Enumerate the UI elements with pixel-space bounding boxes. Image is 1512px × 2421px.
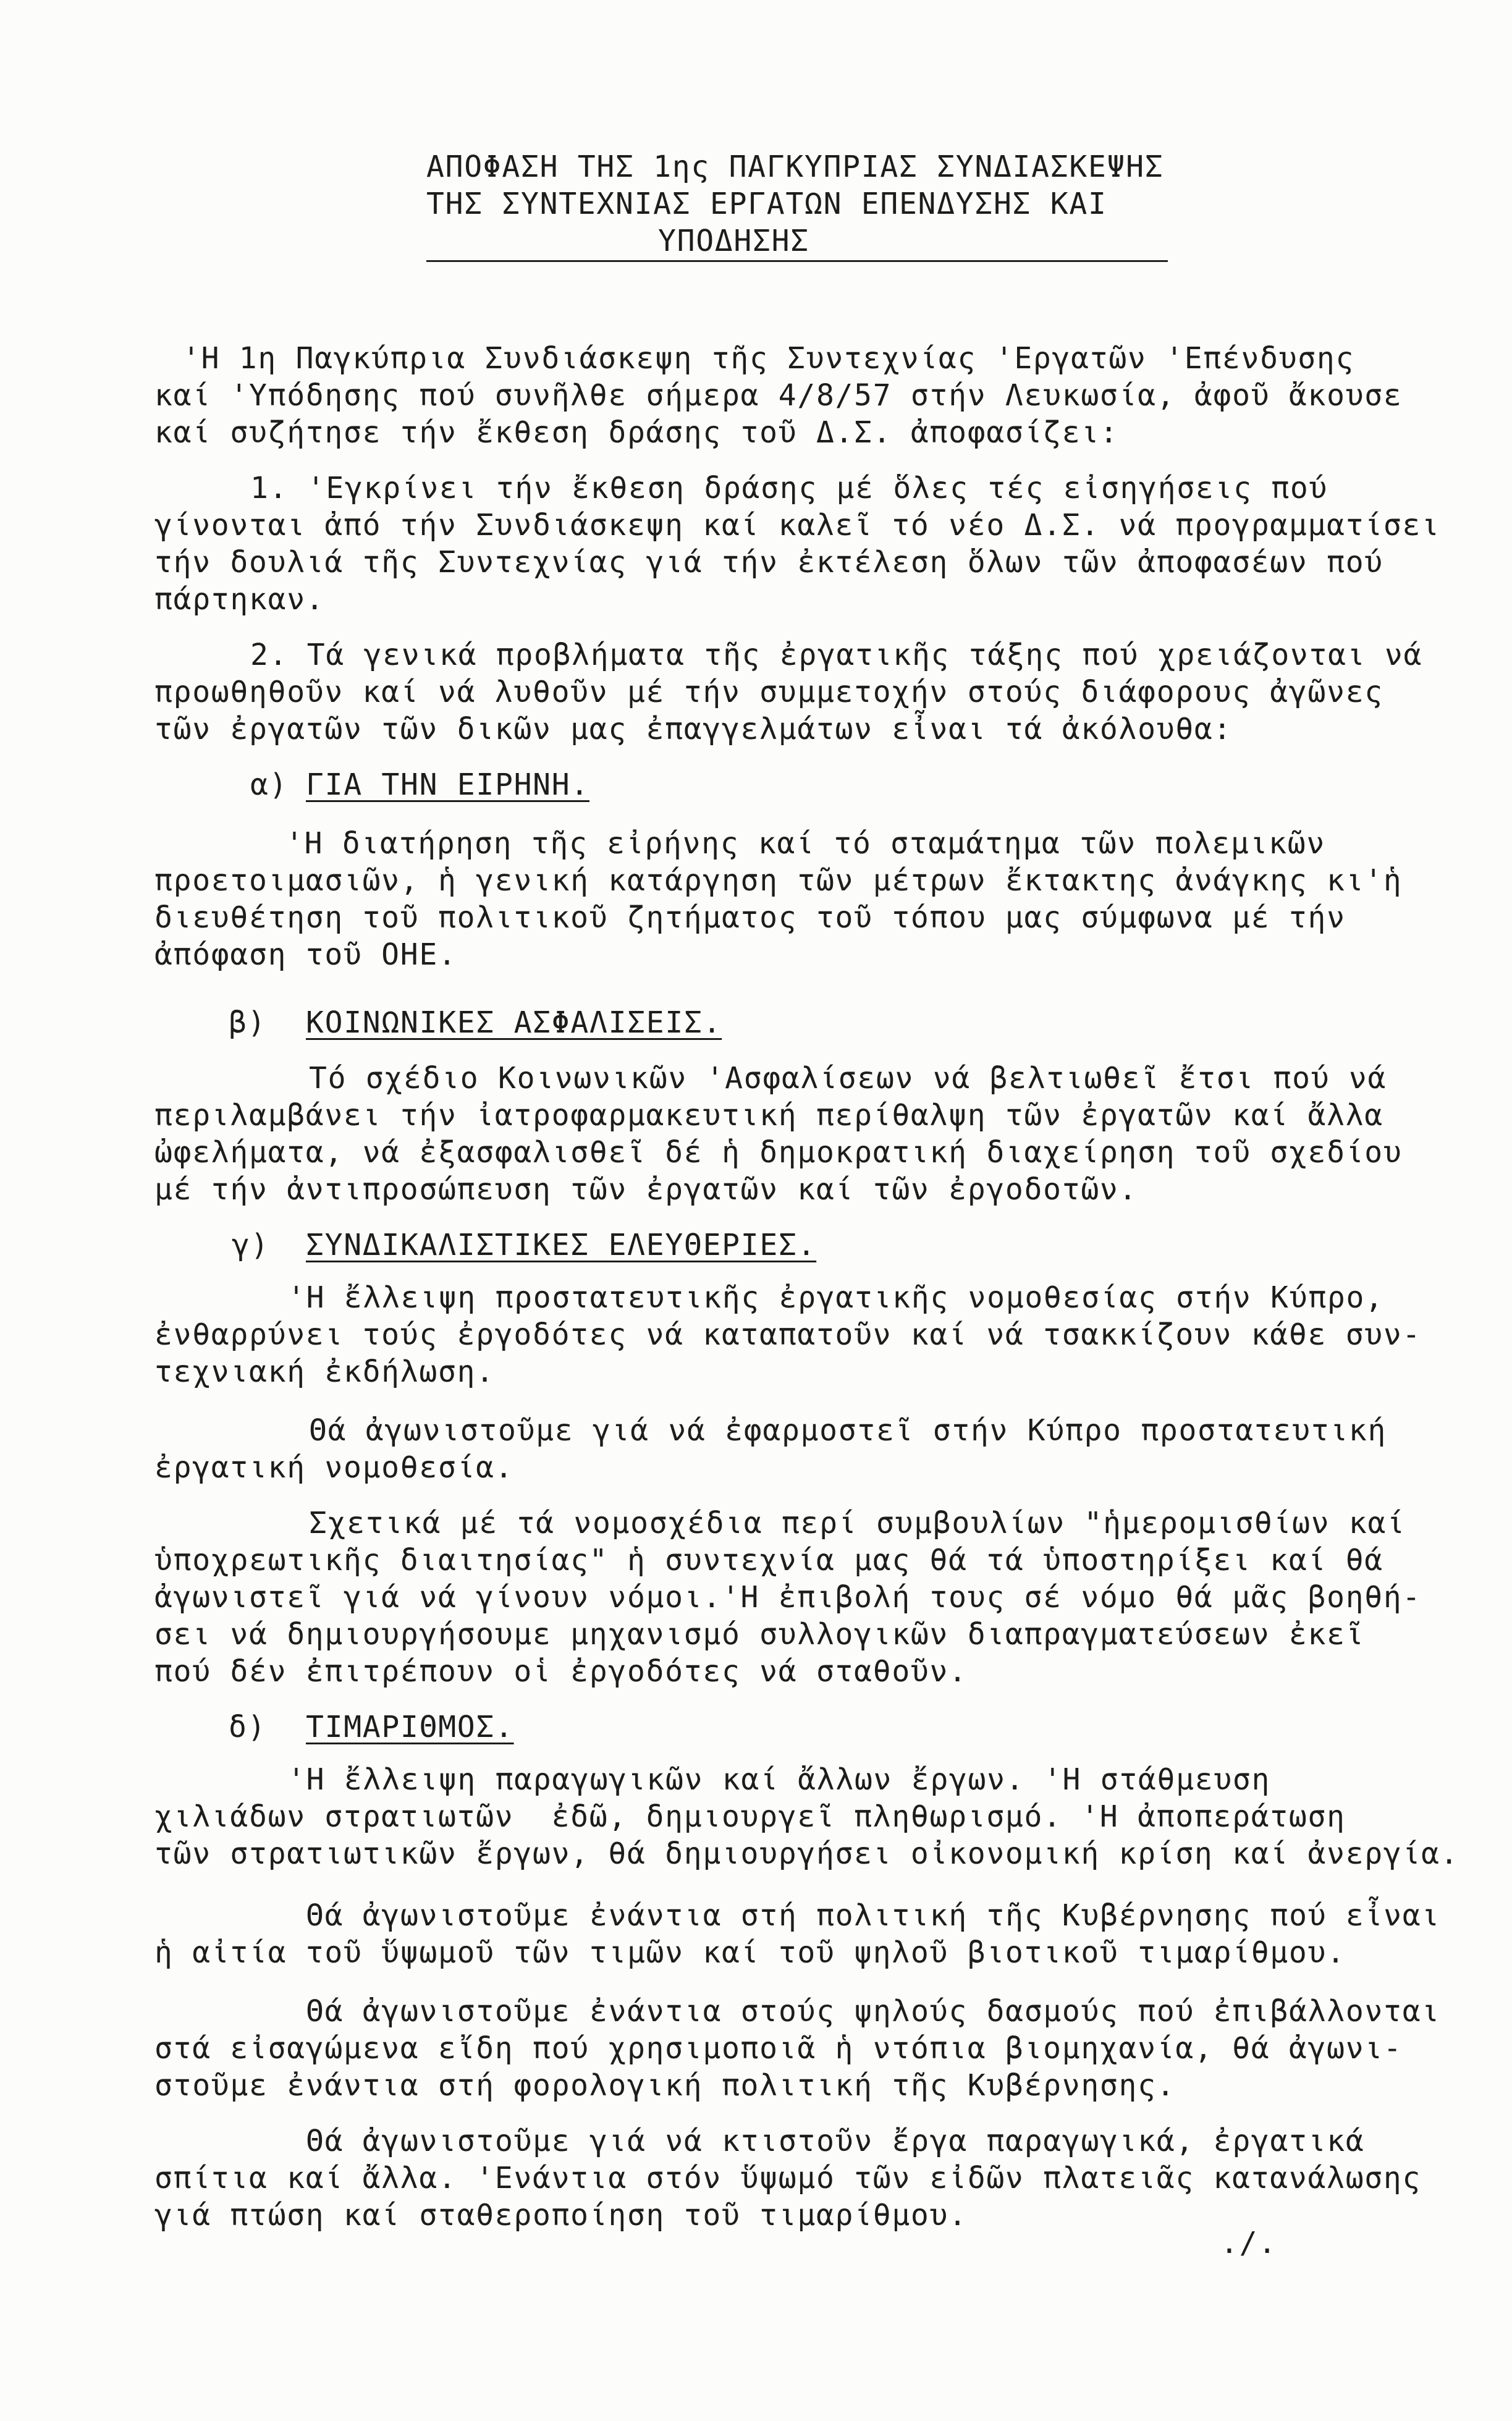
text-line: στά εἰσαγώμενα εἴδη πού χρησιμοποιᾶ ἡ ντόπια βιομηχανία, θά ἀγωνι- — [154, 2031, 1403, 2066]
section-label: α) — [250, 767, 289, 802]
text-line: Θά ἀγωνιστοῦμε ἐνάντια στούς ψηλούς δασμούς πού ἐπιβάλλονται — [306, 1994, 1440, 2029]
text-line: προετοιμασιῶν, ἡ γενική κατάργηση τῶν μέτρων ἔκτακτης ἀνάγκης κι'ἡ — [154, 863, 1403, 898]
section-label: β) — [229, 1005, 267, 1040]
section-a-paragraph — [154, 825, 1489, 973]
section-c-paragraph-3 — [154, 1505, 1489, 1690]
section-d-paragraph-2 — [154, 1897, 1489, 1971]
text-line: 1. 'Εγκρίνει τήν ἔκθεση δράσης μέ ὅλες τές εἰσηγήσεις πού — [250, 471, 1328, 505]
text-line: διευθέτηση τοῦ πολιτικοῦ ζητήματος τοῦ τόπου μας σύμφωνα μέ τήν — [154, 900, 1346, 935]
section-b-heading — [154, 1004, 1489, 1041]
text-line: τεχνιακή ἐκδήλωση. — [154, 1354, 495, 1389]
text-line: Θά ἀγωνιστοῦμε γιά νά κτιστοῦν ἔργα παραγωγικά, ἐργατικά — [306, 2124, 1365, 2158]
text-line: καί συζήτησε τήν ἔκθεση δράσης τοῦ Δ.Σ. ἀποφασίζει: — [154, 415, 1119, 450]
text-line: Σχετικά μέ τά νομοσχέδια περί συμβουλίων "ἡμερομισθίων καί — [309, 1506, 1406, 1540]
text-line: 2. Τά γενικά προβλήματα τῆς ἐργατικῆς τάξης πού χρειάζονται νά — [250, 638, 1423, 672]
text-line: τῶν στρατιωτικῶν ἔργων, θά δημιουργήσει οἰκονομική κρίση καί ἀνεργία. — [154, 1836, 1459, 1871]
text-line: 'Η 1η Παγκύπρια Συνδιάσκεψη τῆς Συντεχνίας 'Εργατῶν 'Επένδυσης — [182, 341, 1355, 376]
section-heading: ΓΙΑ ΤΗΝ ΕΙΡΗΝΗ. — [306, 767, 589, 802]
intro-paragraph — [154, 340, 1489, 451]
title-line: ΤΗΣ ΣΥΝΤΕΧΝΙΑΣ ΕΡΓΑΤΩΝ ΕΠΕΝΔΥΣΗΣ ΚΑΙ — [426, 187, 1107, 221]
text-line: γιά πτώση καί σταθεροποίηση τοῦ τιμαρίθμου. — [154, 2198, 968, 2233]
text-line: ἡ αἰτία τοῦ ὕψωμοῦ τῶν τιμῶν καί τοῦ ψηλοῦ βιοτικοῦ τιμαρίθμου. — [154, 1935, 1346, 1970]
text-line: ὠφελήματα, νά ἐξασφαλισθεῖ δέ ἡ δημοκρατική διαχείρηση τοῦ σχεδίου — [154, 1135, 1403, 1170]
section-c-paragraph-2 — [154, 1412, 1489, 1486]
text-line: μέ τήν ἀντιπροσώπευση τῶν ἐργατῶν καί τῶν ἐργοδοτῶν. — [154, 1172, 1138, 1207]
continuation-mark: ./. — [1220, 2226, 1277, 2260]
section-d-paragraph-1 — [154, 1761, 1489, 1872]
text-line: ἐργατική νομοθεσία. — [154, 1450, 514, 1485]
section-label: δ) — [229, 1710, 267, 1744]
section-d-heading — [154, 1709, 1489, 1746]
section-d-paragraph-4 — [154, 2123, 1489, 2234]
text-line: τήν δουλιά τῆς Συντεχνίας γιά τήν ἐκτέλεση ὅλων τῶν ἀποφασέων πού — [154, 545, 1383, 580]
text-line: πού δέν ἐπιτρέπουν οἱ ἐργοδότες νά σταθοῦν. — [154, 1654, 968, 1689]
text-line: Τό σχέδιο Κοινωνικῶν 'Ασφαλίσεων νά βελτιωθεῖ ἔτσι πού νά — [309, 1061, 1387, 1096]
title-line: ΥΠΟΔΗΣΗΣ — [658, 224, 809, 258]
section-label: γ) — [232, 1228, 270, 1262]
text-line: ἐνθαρρύνει τούς ἐργοδότες νά καταπατοῦν καί νά τσακκίζουν κάθε συν- — [154, 1317, 1422, 1352]
text-line: ἀγωνιστεῖ γιά νά γίνουν νόμοι.'Η ἐπιβολή τους σέ νόμο θά μᾶς βοηθή- — [154, 1580, 1422, 1615]
section-c-heading — [154, 1227, 1489, 1264]
text-line: χιλιάδων στρατιωτῶν ἐδῶ, δημιουργεῖ πληθωρισμό. 'Η ἀποπεράτωση — [154, 1799, 1346, 1834]
text-line: τῶν ἐργατῶν τῶν δικῶν μας ἐπαγγελμάτων εἶναι τά ἀκόλουθα: — [154, 712, 1233, 746]
text-line: Θά ἀγωνιστοῦμε γιά νά ἐφαρμοστεῖ στήν Κύπρο προστατευτική — [309, 1413, 1387, 1448]
resolution-item-2 — [154, 636, 1489, 748]
text-line: Θά ἀγωνιστοῦμε ἐνάντια στή πολιτική τῆς Κυβέρνησης πού εἶναι — [306, 1898, 1440, 1933]
text-line: ἀπόφαση τοῦ ΟΗΕ. — [154, 937, 457, 972]
section-heading: ΤΙΜΑΡΙΘΜΟΣ. — [306, 1710, 514, 1744]
text-line: 'Η ἔλλειψη προστατευτικῆς ἐργατικῆς νομοθεσίας στήν Κύπρο, — [287, 1280, 1384, 1315]
section-heading: ΣΥΝΔΙΚΑΛΙΣΤΙΚΕΣ ΕΛΕΥΘΕΡΙΕΣ. — [306, 1228, 817, 1262]
section-d-paragraph-3 — [154, 1993, 1489, 2104]
section-c-paragraph-1 — [154, 1279, 1489, 1390]
section-a-heading — [154, 766, 1489, 803]
section-b-paragraph — [154, 1060, 1489, 1208]
text-line: στοῦμε ἐνάντια στή φορολογική πολιτική τῆς Κυβέρνησης. — [154, 2068, 1176, 2103]
text-line: προωθηθοῦν καί νά λυθοῦν μέ τήν συμμετοχήν στούς διάφορους ἀγῶνες — [154, 675, 1383, 709]
text-line: πάρτηκαν. — [154, 582, 325, 617]
text-line: περιλαμβάνει τήν ἰατροφαρμακευτική περίθαλψη τῶν ἐργατῶν καί ἄλλα — [154, 1098, 1383, 1133]
text-line: καί 'Υπόδησης πού συνῆλθε σήμερα 4/8/57 στήν Λευκωσία, ἀφοῦ ἄκουσε — [154, 378, 1403, 413]
resolution-item-1 — [154, 470, 1489, 618]
text-line: 'Η διατήρηση τῆς εἰρήνης καί τό σταμάτημα τῶν πολεμικῶν — [285, 826, 1325, 861]
document-title — [426, 148, 1230, 260]
text-line: 'Η ἔλλειψη παραγωγικῶν καί ἄλλων ἔργων. 'Η στάθμευση — [287, 1762, 1271, 1797]
text-line: γίνονται ἀπό τήν Συνδιάσκεψη καί καλεῖ τό νέο Δ.Σ. νά προγραμματίσει — [154, 508, 1440, 543]
text-line: σει νά δημιουργήσουμε μηχανισμό συλλογικῶν διαπραγματεύσεων ἐκεῖ — [154, 1617, 1365, 1652]
title-underline — [426, 260, 1168, 262]
text-line: ὑποχρεωτικῆς διαιτησίας" ἡ συντεχνία μας θά τά ὑποστηρίξει καί θά — [154, 1543, 1383, 1578]
section-heading: ΚΟΙΝΩΝΙΚΕΣ ΑΣΦΑΛΙΣΕΙΣ. — [306, 1005, 722, 1040]
text-line: σπίτια καί ἄλλα. 'Ενάντια στόν ὕψωμό τῶν εἰδῶν πλατειᾶς κατανάλωσης — [154, 2161, 1422, 2195]
title-line: ΑΠΟΦΑΣΗ ΤΗΣ 1ης ΠΑΓΚΥΠΡΙΑΣ ΣΥΝΔΙΑΣΚΕΨΗΣ — [426, 150, 1164, 184]
